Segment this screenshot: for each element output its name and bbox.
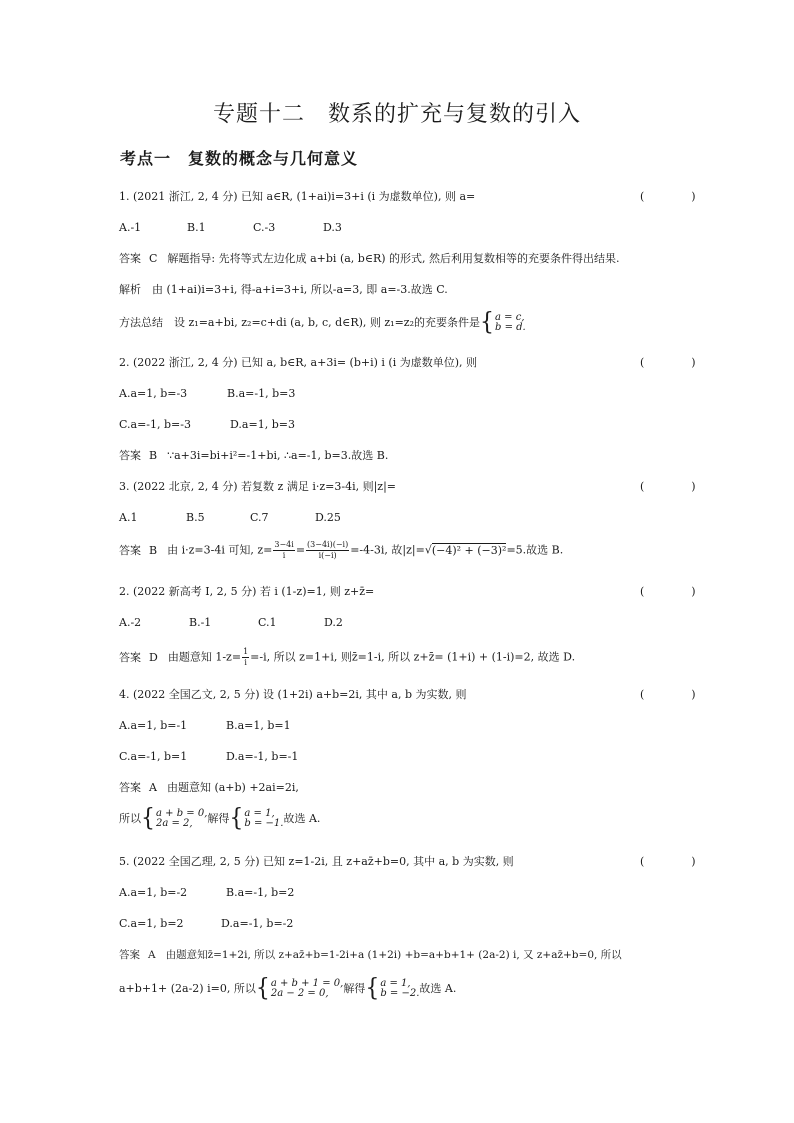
page-title: 专题十二 数系的扩充与复数的引入 [212,102,581,127]
answer-tag: 答案 [119,650,141,664]
option-c: C.7 [250,511,269,524]
option-b: B.a=-1, b=2 [226,886,295,899]
equation-system: a = c, b = d. [495,311,526,333]
section-heading: 考点一 复数的概念与几何意义 [120,149,359,168]
option-c: C.a=-1, b=-3 [119,418,191,431]
brace-icon: { [480,308,495,337]
question-6-options-row1 [119,887,294,898]
question-1-stem: 1. (2021 浙江, 2, 4 分) 已知 a∈R, (1+ai)i=3+i (i 为虚数单位), 则 a= [119,190,476,203]
question-6-stem: 5. (2022 全国乙理, 2, 5 分) 已知 z=1-2i, 且 z+az̄+b=0, 其中 a, b 为实数, 则 [119,855,514,868]
answer-tag: 答案 [119,781,141,794]
question-5-stem: 4. (2022 全国乙文, 2, 5 分) 设 (1+2i) a+b=2i, 其中 a, b 为实数, 则 [119,688,467,701]
question-3-answer-blank: ( ) [640,480,714,493]
option-b: B.-1 [189,616,212,629]
question-3-options [119,512,341,523]
option-c: C.a=1, b=2 [119,917,184,930]
equation-system: a = 1, b = −2. [380,977,420,999]
option-c: C.1 [258,616,277,629]
question-3-answer: 答案 B 由 i·z=3-4i 可知, z= $\frac{3-4i}{i}$ = $\frac{(3-4i)(-i)}{i(-i)}$ =-4-3i, 故|z|=√(−4)² + (−3)²=5.故选 B. [119,540,564,560]
option-a: A.1 [119,511,138,524]
question-1-method-summary [119,308,526,337]
question-5-solution-line [119,804,321,833]
answer-text: 解题指导: 先将等式左边化成 a+bi (a, b∈R) 的形式, 然后利用复数相等的充要条件得出结果. [167,252,620,265]
option-a: A.a=1, b=-2 [119,886,188,899]
option-a: A.-2 [119,616,142,629]
question-4-stem: 2. (2022 新高考 Ⅰ, 2, 5 分) 若 i (1-z)=1, 则 z+z̄= [119,585,375,598]
answer-tag: 答案 [119,949,140,961]
answer-text: 由题意知z̄=1+2i, 所以 z+az̄+b=1-2i+a (1+2i) +b=a+b+1+ (2a-2) i, 又 z+az̄+b=0, 所以 [165,949,622,961]
option-d: D.a=-1, b=-1 [226,750,299,763]
question-2-stem: 2. (2022 浙江, 2, 4 分) 已知 a, b∈R, a+3i= (b+i) i (i 为虚数单位), 则 [119,356,478,369]
option-a: A.-1 [119,221,142,234]
answer-part-2: =-i, 所以 z=1+i, 则z̄=1-i, 所以 z+z̄= (1+i) + (1-i)=2, 故选 D. [250,650,576,664]
answer-part-1: 由 i·z=3-4i 可知, z= [167,543,273,557]
question-6-answer-blank: ( ) [640,855,714,868]
solution-prefix: a+b+1+ (2a-2) i=0, 所以 [119,982,256,995]
equation-system: a + b = 0, 2a = 2, [156,807,208,829]
question-3-stem: 3. (2022 北京, 2, 4 分) 若复数 z 满足 i·z=3-4i, 则|z|= [119,480,397,493]
answer-part-1: 由题意知 1-z= [167,650,242,664]
fraction: $\frac{3-4i}{i}$ [274,540,294,560]
sqrt-expression: (−4)² + (−3)² [431,543,507,557]
method-label: 方法总结 设 z₁=a+bi, z₂=c+di (a, b, c, d∈R), 则 z₁=z₂的充要条件是 [119,316,481,329]
option-d: D.25 [315,511,341,524]
option-d: D.3 [323,221,342,234]
question-1-options [119,222,342,233]
question-4-answer-blank: ( ) [640,585,714,598]
option-c: C.a=-1, b=1 [119,750,188,763]
answer-part-3: =5.故选 B. [506,543,564,557]
solution-prefix: 所以 [119,812,141,825]
answer-tag: 答案 [119,543,141,557]
answer-letter: D [149,650,158,664]
answer-letter: B [149,449,158,462]
answer-tag: 答案 [119,252,141,265]
question-6-solution-line [119,974,457,1003]
option-d: D.a=-1, b=-2 [221,917,294,930]
option-a: A.a=1, b=-1 [119,719,188,732]
question-6-options-row2 [119,918,293,929]
answer-letter: B [149,543,158,557]
option-c: C.-3 [253,221,276,234]
answer-text: 由题意知 (a+b) +2ai=2i, [166,781,299,794]
question-1-answer [119,253,620,264]
brace-icon: { [141,804,155,833]
solution-suffix: 故选 A. [283,812,321,825]
question-4-options [119,617,343,628]
answer-letter: A [149,781,157,794]
question-5-options-row1 [119,720,291,731]
brace-icon: { [255,974,270,1003]
answer-letter: C [149,252,158,265]
option-b: B.5 [186,511,205,524]
question-2-options-row2 [119,419,295,430]
question-2-options-row1 [119,388,295,399]
question-5-options-row2 [119,751,298,762]
solution-suffix: 故选 A. [419,982,457,995]
solution-mid: 解得 [207,812,230,825]
option-d: D.2 [324,616,343,629]
option-b: B.1 [187,221,206,234]
question-4-answer [119,648,575,667]
answer-part-2: =-4-3i, 故|z|= [350,543,425,557]
sqrt-icon: √ [424,543,432,557]
fraction: $\frac{(3-4i)(-i)}{i(-i)}$ [307,540,349,560]
question-2-answer-blank: ( ) [640,356,714,369]
fraction: $\frac{1}{i}$ [243,647,249,667]
brace-icon: { [229,804,244,833]
option-a: A.a=1, b=-3 [119,387,188,400]
answer-letter: A [148,949,156,961]
answer-tag: 答案 [119,449,141,462]
solution-mid: 解得 [343,982,366,995]
option-d: D.a=1, b=3 [230,418,295,431]
equation-system: a + b + 1 = 0, 2a − 2 = 0, [270,977,344,999]
question-5-answer [119,782,299,793]
question-2-answer [119,450,388,461]
question-6-answer [119,950,622,961]
answer-text: ∵a+3i=bi+i²=-1+bi, ∴a=-1, b=3.故选 B. [167,449,389,462]
option-b: B.a=-1, b=3 [227,387,296,400]
option-b: B.a=1, b=1 [226,719,291,732]
brace-icon: { [365,974,380,1003]
question-1-answer-blank: ( ) [640,190,714,203]
equation-system: a = 1, b = −1. [244,807,284,829]
question-5-answer-blank: ( ) [640,688,714,701]
question-1-analysis: 解析 由 (1+ai)i=3+i, 得-a+i=3+i, 所以-a=3, 即 a=-3.故选 C. [119,283,448,296]
